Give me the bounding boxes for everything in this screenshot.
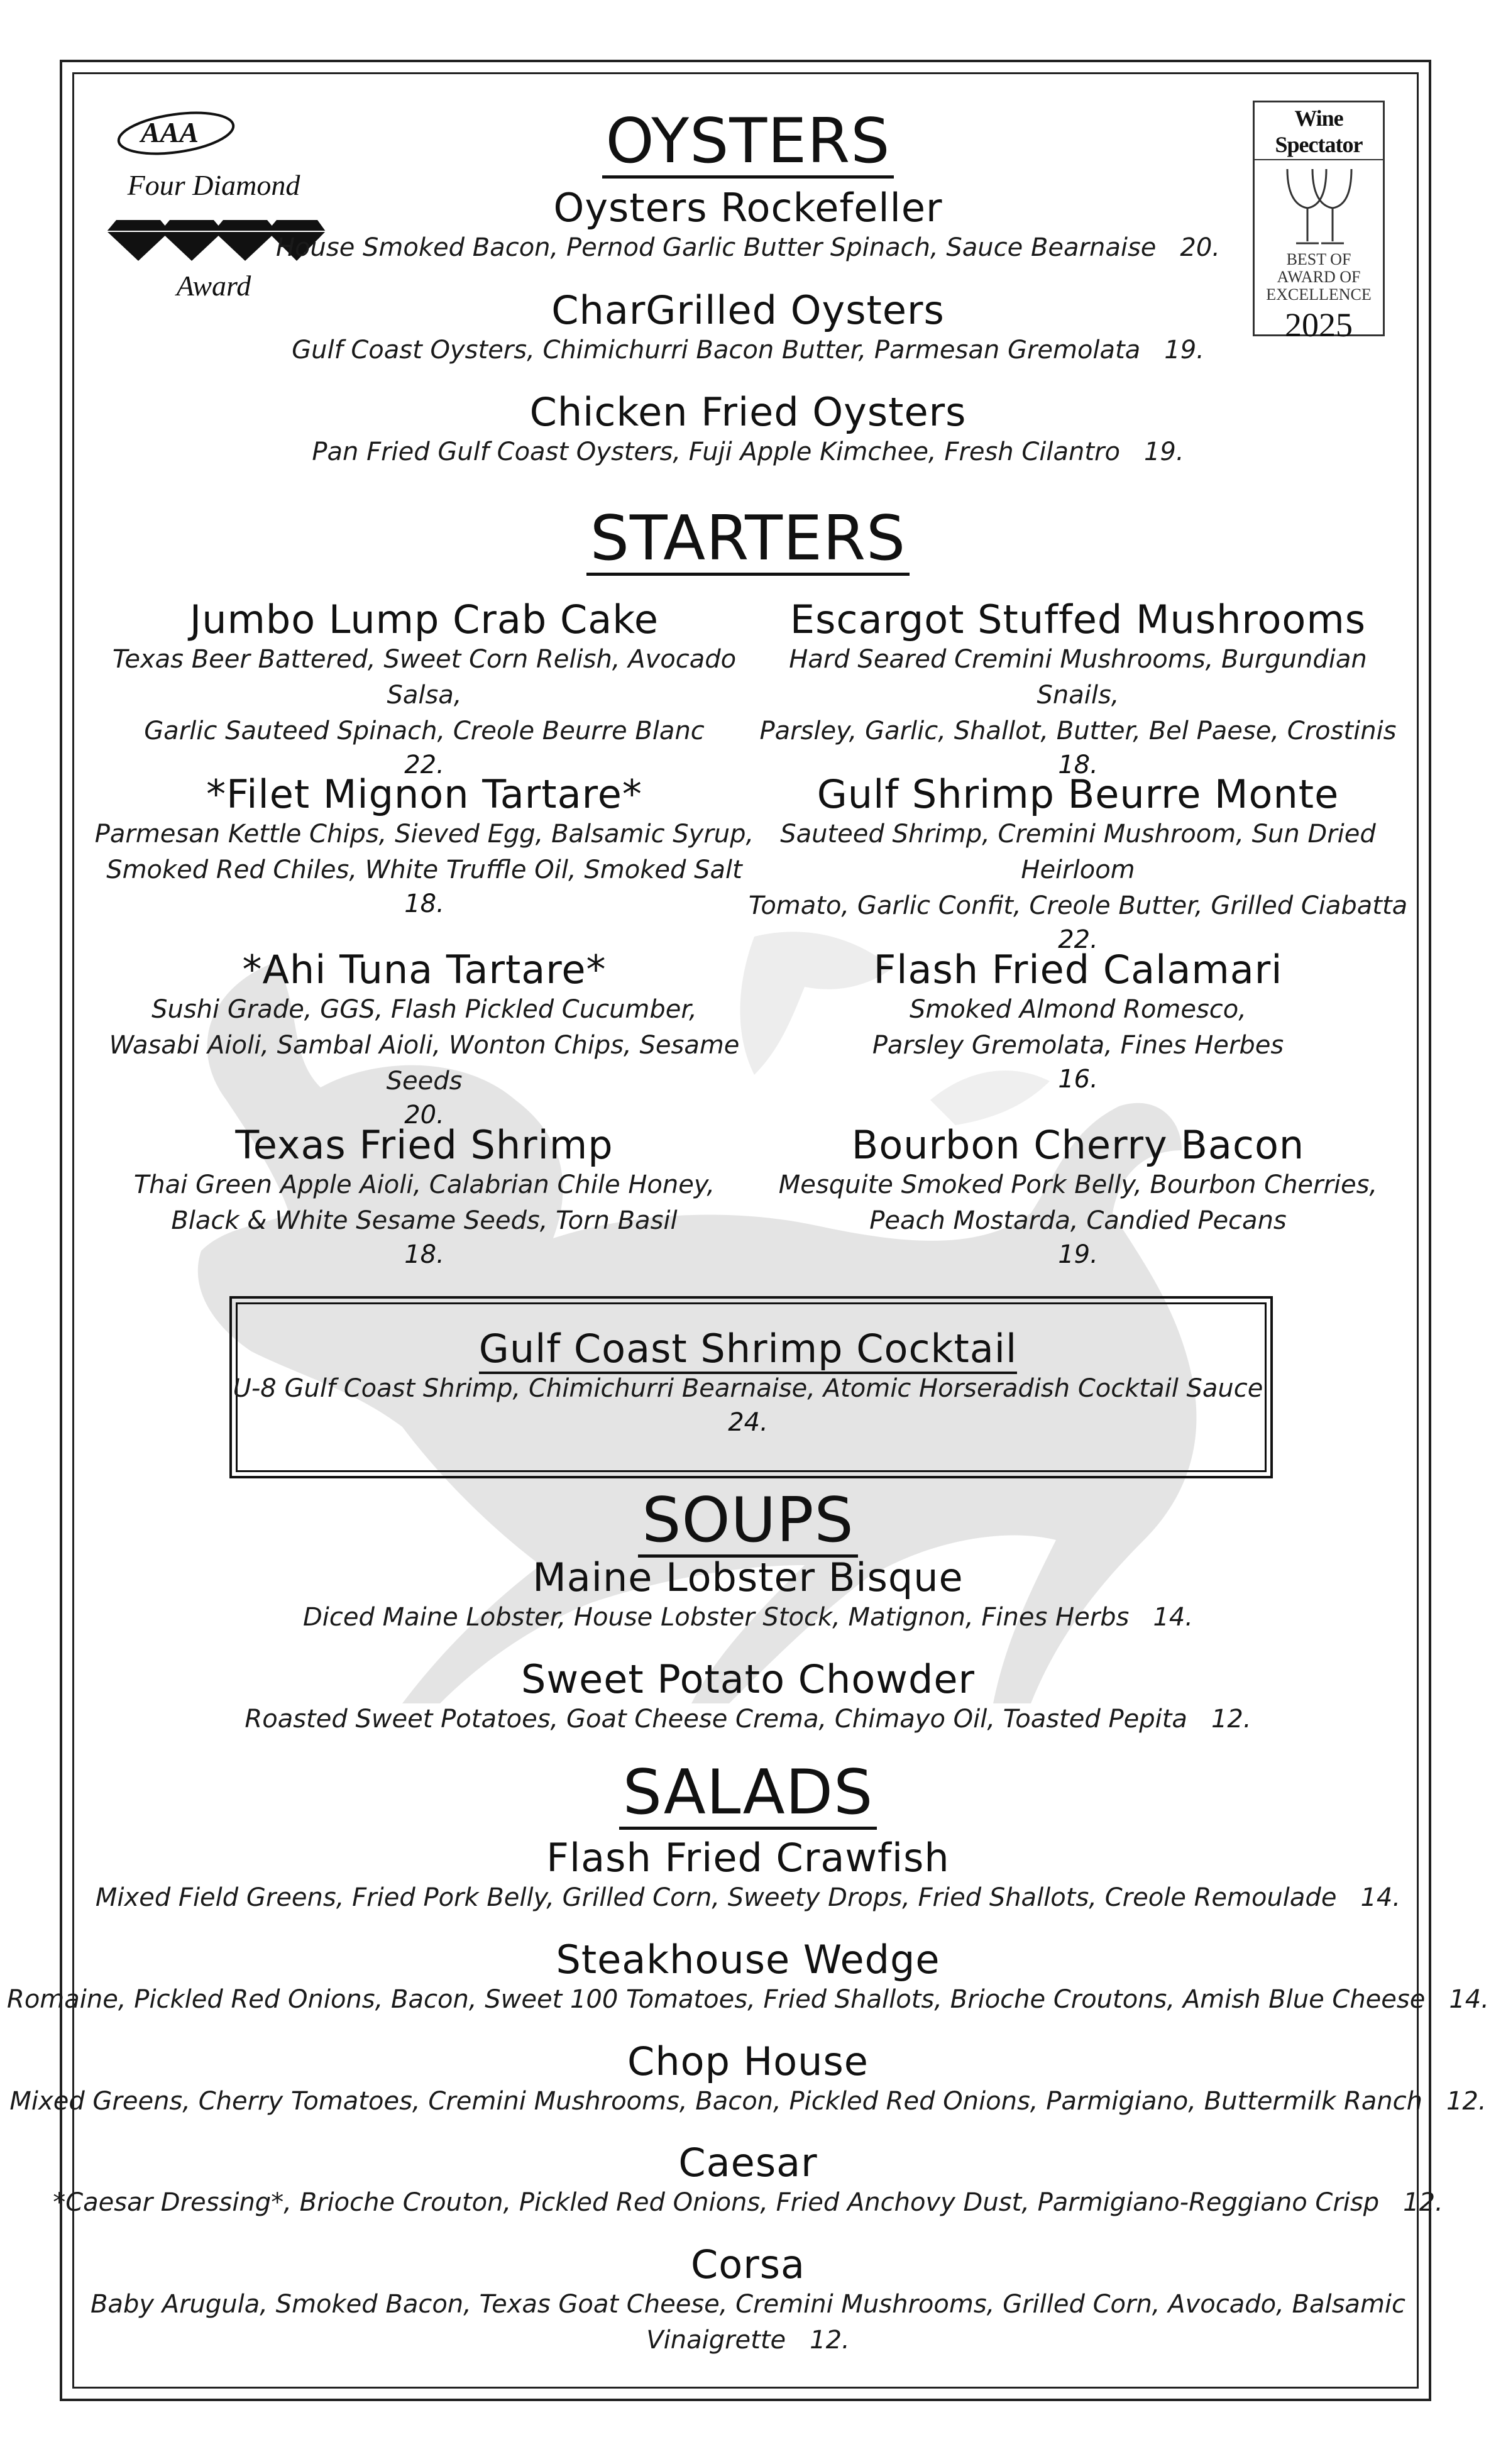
item-description-line2: Peach Mostarda, Candied Pecans [869, 1206, 1287, 1236]
aaa-line1-text: Four Diamond [127, 169, 300, 201]
menu-item-caesar [0, 2140, 1496, 2221]
item-description: Romaine, Pickled Red Onions, Bacon, Sweet 100 Tomatoes, Fried Shallots, Brioche Croutons, Amish Blue Cheese [7, 1985, 1426, 2015]
ws-line2-text: AWARD OF [1277, 268, 1361, 286]
item-description: Pan Fried Gulf Coast Oysters, Fuji Apple Kimchee, Fresh Cilantro [312, 437, 1120, 467]
item-description: Gulf Coast Oysters, Chimichurri Bacon Butter, Parmesan Gremolata [292, 336, 1141, 365]
menu-item-chop-house [0, 2039, 1496, 2120]
salads-section-title: SALADS [0, 1757, 1496, 1830]
menu-item-maine-lobster-bisque [0, 1555, 1496, 1636]
item-name: Jumbo Lump Crab Cake [189, 597, 659, 642]
item-price: 22. [1058, 925, 1098, 955]
item-price: 22. [404, 751, 444, 780]
item-name: Gulf Coast Shrimp Cocktail [0, 1326, 1496, 1371]
item-name: *Filet Mignon Tartare* [206, 771, 642, 817]
item-description-line2: Parsley, Garlic, Shallot, Butter, Bel Paese, Crostinis [759, 717, 1397, 746]
item-name: Escargot Stuffed Mushrooms [789, 597, 1367, 642]
item-price: 12. [1446, 2087, 1487, 2116]
item-price: 20. [404, 1101, 444, 1130]
item-price: 19. [1058, 1240, 1098, 1270]
item-description: Roasted Sweet Potatoes, Goat Cheese Crema, Chimayo Oil, Toasted Pepita [245, 1705, 1187, 1734]
soups-section-title: SOUPS [0, 1485, 1496, 1558]
menu-item-steakhouse-wedge [0, 1937, 1496, 2018]
menu-item-gulf-shrimp-beurre-monte [748, 772, 1408, 955]
item-description-line1: Hard Seared Cremini Mushrooms, Burgundian Snails, [789, 645, 1367, 710]
ws-brand-text: Wine Spectator [1255, 102, 1383, 160]
item-price: 14. [1449, 1985, 1489, 2015]
item-name: Oysters Rockefeller [553, 185, 943, 231]
menu-item-flash-fried-calamari [748, 947, 1408, 1095]
menu-item-texas-fried-shrimp [88, 1123, 761, 1270]
item-name: Chicken Fried Oysters [529, 389, 967, 435]
item-price: 12. [810, 2326, 850, 2355]
item-description: Diced Maine Lobster, House Lobster Stock, Matignon, Fines Herbs [303, 1603, 1130, 1632]
menu-item-ahi-tuna-tartare [88, 947, 761, 1131]
item-description-line1: Mesquite Smoked Pork Belly, Bourbon Cherries, [778, 1170, 1378, 1200]
item-name: Bourbon Cherry Bacon [851, 1122, 1305, 1168]
menu-item-sweet-potato-chowder [0, 1657, 1496, 1737]
menu-item-corsa [0, 2242, 1496, 2358]
item-name: Texas Fried Shrimp [235, 1122, 613, 1168]
item-name: Corsa [690, 2241, 805, 2287]
menu-item-bourbon-cherry-bacon [748, 1123, 1408, 1270]
aaa-brand-text: AAA [140, 116, 199, 148]
item-description: Baby Arugula, Smoked Bacon, Texas Goat Cheese, Cremini Mushrooms, Grilled Corn, Avocado, Balsamic Vinaigrette [90, 2290, 1406, 2355]
menu-item-escargot-stuffed-mushrooms [748, 597, 1408, 781]
item-description-line2: Parsley Gremolata, Fines Herbes [872, 1031, 1284, 1060]
item-description: Mixed Greens, Cherry Tomatoes, Cremini Mushrooms, Bacon, Pickled Red Onions, Parmigiano, Buttermilk Ranch [9, 2087, 1422, 2116]
item-description-line2: Tomato, Garlic Confit, Creole Butter, Grilled Ciabatta [748, 891, 1408, 921]
item-name: CharGrilled Oysters [551, 287, 945, 333]
item-description-line2: Smoked Red Chiles, White Truffle Oil, Smoked Salt [106, 855, 742, 885]
item-name: Sweet Potato Chowder [521, 1656, 975, 1702]
menu-item-jumbo-lump-crab-cake [88, 597, 761, 781]
item-name: Chop House [627, 2038, 869, 2084]
item-description-line2: Wasabi Aioli, Sambal Aioli, Wonton Chips, Sesame Seeds [109, 1031, 740, 1096]
item-price: 19. [1143, 437, 1184, 467]
ws-year-text: 2025 [1285, 306, 1353, 344]
item-description: House Smoked Bacon, Pernod Garlic Butter Spinach, Sauce Bearnaise [275, 233, 1157, 263]
menu-item-chicken-fried-oysters [0, 390, 1496, 470]
menu-item-filet-mignon-tartare [88, 772, 761, 920]
item-name: *Ahi Tuna Tartare* [242, 947, 607, 993]
item-description-line1: Sushi Grade, GGS, Flash Pickled Cucumber, [151, 995, 697, 1025]
ws-line1-text: BEST OF [1286, 250, 1351, 268]
item-name: Steakhouse Wedge [556, 1937, 940, 1983]
item-price: 18. [1058, 751, 1098, 780]
item-price: 14. [1360, 1883, 1401, 1913]
item-name: Flash Fried Calamari [873, 947, 1283, 993]
item-name: Caesar [678, 2140, 818, 2186]
item-description: Mixed Field Greens, Fried Pork Belly, Grilled Corn, Sweety Drops, Fried Shallots, Creole Remoulade [95, 1883, 1337, 1913]
menu-item-oysters-rockefeller [0, 185, 1496, 266]
item-price: 19. [1164, 336, 1204, 365]
item-price: 12. [1211, 1705, 1251, 1734]
item-description: U-8 Gulf Coast Shrimp, Chimichurri Bearnaise, Atomic Horseradish Cocktail Sauce [233, 1374, 1263, 1404]
item-price: 18. [404, 1240, 444, 1270]
item-description-line2: Black & White Sesame Seeds, Torn Basil [171, 1206, 678, 1236]
item-name: Maine Lobster Bisque [532, 1554, 964, 1600]
item-description-line1: Sauteed Shrimp, Cremini Mushroom, Sun Dried Heirloom [780, 820, 1376, 885]
item-description-line1: Smoked Almond Romesco, [910, 995, 1246, 1025]
starters-section-title: STARTERS [0, 503, 1496, 576]
item-price: 18. [404, 889, 444, 919]
aaa-line2-text: Award [176, 270, 251, 302]
item-description-line1: Thai Green Apple Aioli, Calabrian Chile Honey, [133, 1170, 715, 1200]
oysters-section-title: OYSTERS [0, 106, 1496, 179]
item-price: 24. [728, 1408, 768, 1438]
item-description: *Caesar Dressing*, Brioche Crouton, Pickled Red Onions, Fried Anchovy Dust, Parmigiano-Reggiano Crisp [53, 2188, 1380, 2218]
menu-item-gulf-coast-shrimp-cocktail [0, 1326, 1496, 1438]
ws-line3-text: EXCELLENCE [1266, 285, 1372, 304]
item-description-line2: Garlic Sauteed Spinach, Creole Beurre Blanc [144, 717, 705, 746]
item-price: 12. [1403, 2188, 1443, 2218]
item-name: Gulf Shrimp Beurre Monte [817, 771, 1339, 817]
item-price: 16. [1058, 1065, 1098, 1094]
item-name: Flash Fried Crawfish [546, 1835, 950, 1881]
item-price: 20. [1180, 233, 1221, 263]
item-description-line1: Texas Beer Battered, Sweet Corn Relish, Avocado Salsa, [112, 645, 737, 710]
item-price: 14. [1153, 1603, 1193, 1632]
menu-item-flash-fried-crawfish [0, 1835, 1496, 1916]
item-description-line1: Parmesan Kettle Chips, Sieved Egg, Balsamic Syrup, [94, 820, 754, 849]
